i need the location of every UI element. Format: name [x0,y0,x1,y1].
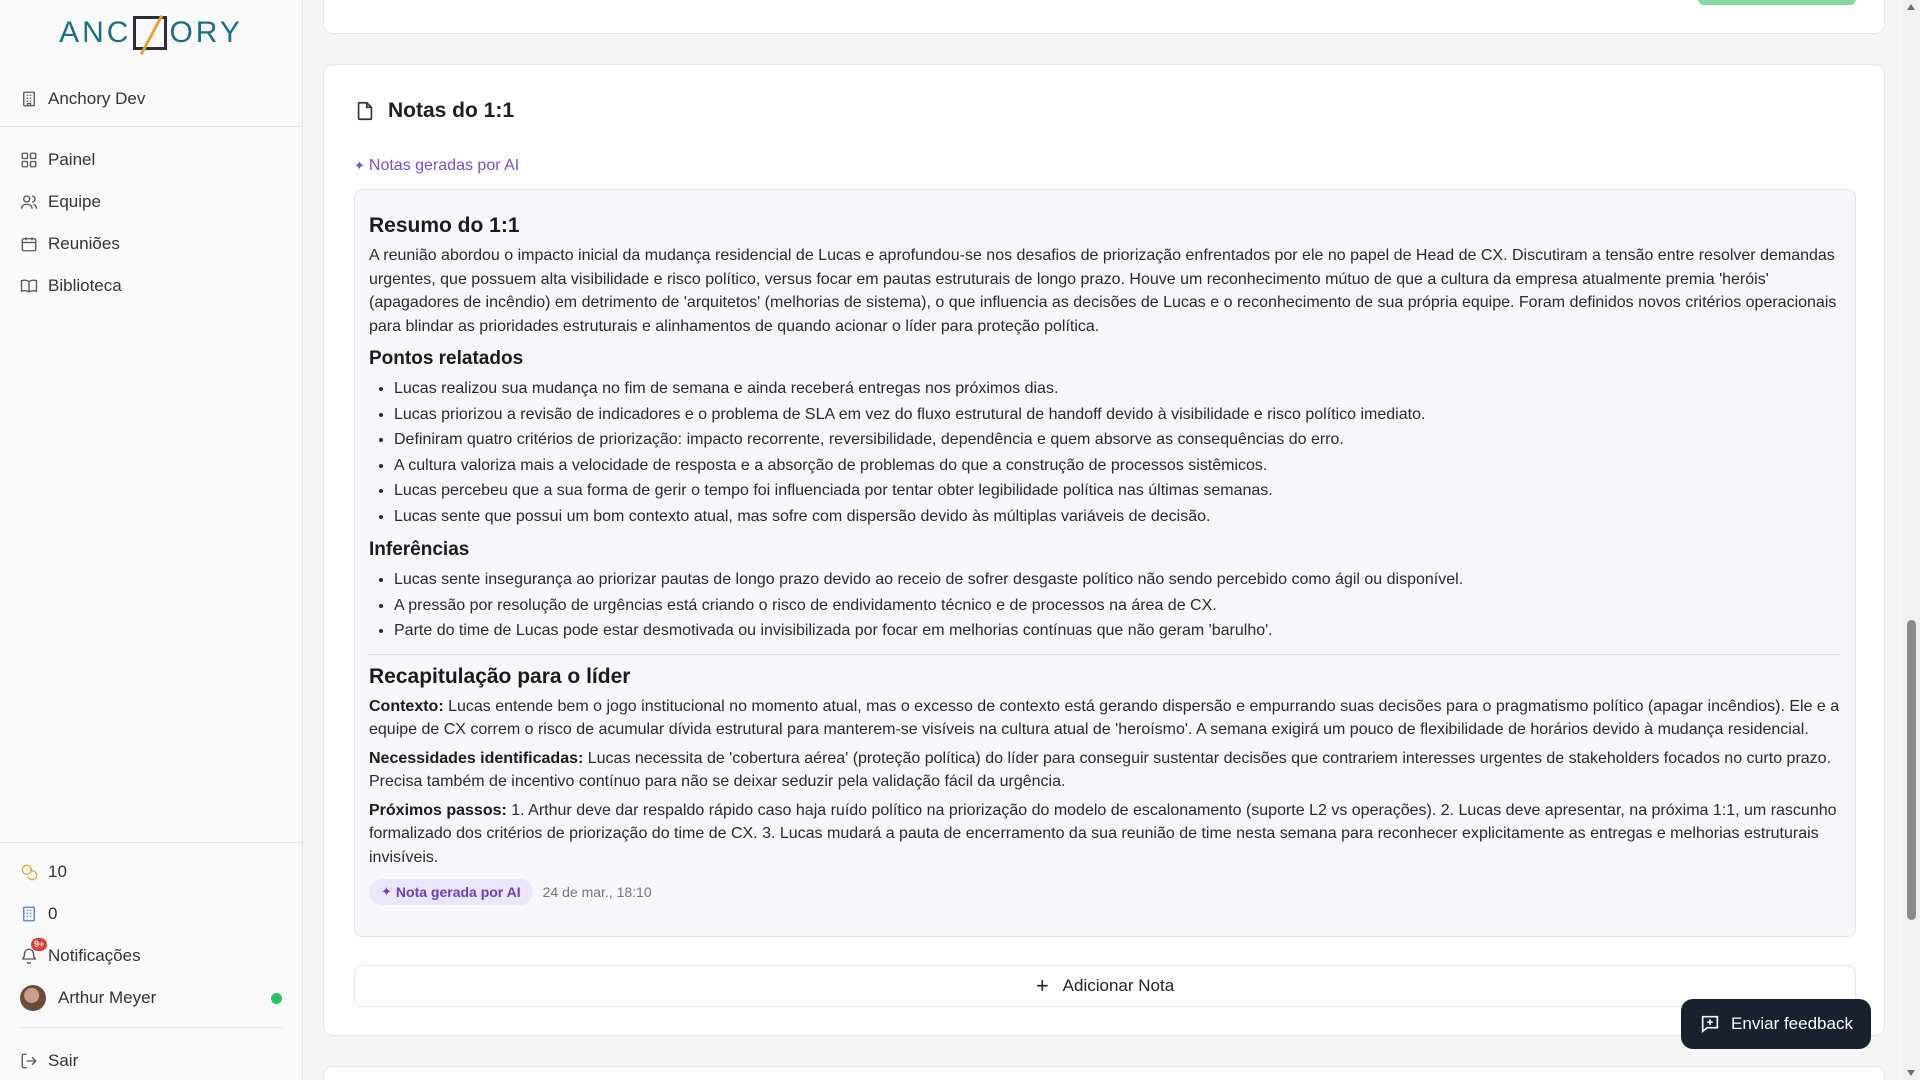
ai-notes-link-label: Notas geradas por AI [368,157,520,174]
database-icon [20,905,38,923]
logout-label: Sair [48,1051,79,1070]
sidebar-item-label: Biblioteca [48,276,122,295]
list-item: • Parte do time de Lucas pode estar desmotivada ou invisibilizada por focar em melhorias contínuas que não geram 'barulho'. [394,618,1841,644]
list-item: • Lucas realizou sua mudança no fim de semana e ainda receberá entregas nos próximos dias. [394,376,1841,402]
ai-generated-badge [369,879,533,905]
book-icon [20,277,38,295]
list-item: • Lucas sente que possui um bom contexto atual, mas sofre com dispersão devido às múltiplas variáveis de decisão. [394,504,1841,530]
sidebar-item-equipe[interactable] [0,181,302,223]
credits-counter[interactable] [0,851,303,893]
notifications-label: Notificações [48,946,141,965]
note-footer [369,879,1841,905]
tokens-counter[interactable] [0,893,303,935]
sidebar-item-reunioes[interactable] [0,223,302,265]
users-icon [20,193,38,211]
recap-context-label: Contexto: [369,697,444,715]
list-item: • A cultura valoriza mais a velocidade de resposta e a absorção de problemas do que a construção de processos sistêmicos. [394,453,1841,479]
previous-card-button[interactable] [1698,0,1856,5]
notes-card [323,64,1885,1036]
user-name: Arthur Meyer [58,988,157,1007]
notification-badge: 9+ [31,938,47,951]
recap-context-text: Lucas entende bem o jogo institucional no momento atual, mas o excesso de contexto está gerando dispersão e empurrando suas decisões para o pragmatismo político (apagar incêndios). Ele e a equipe de CX correm o risco de acumular dívida estrutural para manterem-se visíveis na cultura atual de 'heroísmo'. A semana exigirá um pouco de flexibilidade de horários devido à mudança residencial. [369,697,1840,738]
main-content [303,0,1903,1080]
list-item: • Lucas percebeu que a sua forma de gerir o tempo foi influenciada por tentar obter legibilidade política nas últimas semanas. [394,478,1841,504]
recap-needs-text: Lucas necessita de 'cobertura aérea' (proteção política) do líder para conseguir sustentar decisões que contrariem interesses urgentes de stakeholders focados no curto prazo. Precisa também de incentivo contínuo para não se deixar seduzir pela validação fácil da urgência. [369,749,1832,790]
add-note-button[interactable] [354,965,1856,1007]
summary-title: Resumo do 1:1 [369,214,520,237]
send-feedback-button[interactable] [1681,999,1871,1049]
sidebar-item-label: Reuniões [48,234,120,253]
sidebar-item-biblioteca[interactable] [0,265,302,307]
sidebar-item-label: Painel [48,150,96,169]
list-item: • Definiram quatro critérios de priorização: impacto recorrente, reversibilidade, dependência e quem absorve as consequências do erro. [394,427,1841,453]
points-title: Pontos relatados [369,348,524,369]
sidebar-bottom [0,842,303,1080]
next-card [323,1066,1885,1080]
divider [0,842,303,843]
sidebar-item-label: Anchory Dev [48,89,146,108]
add-note-label: Adicionar Nota [1062,976,1175,995]
recap-needs [369,747,1841,794]
message-icon [1699,1013,1721,1035]
notifications-button[interactable] [0,935,303,977]
online-status-dot [271,993,282,1004]
ai-notes-link[interactable] [354,157,519,175]
sidebar [0,0,303,1080]
logo-text-right: ORY [169,16,243,49]
divider [369,654,1841,655]
sparkles-icon: ✦ [354,158,365,173]
divider [20,1027,283,1028]
card-title-text: Notas do 1:1 [388,99,515,122]
logo-mark-icon [133,16,167,50]
list-item: • Lucas sente insegurança ao priorizar pautas de longo prazo devido ao receio de sofrer desgaste político não sendo percebido como ágil ou disponível. [394,567,1841,593]
avatar [20,985,46,1011]
credits-value: 10 [48,862,67,881]
logo[interactable] [0,0,302,66]
inferences-title: Inferências [369,539,470,560]
calendar-icon [20,235,38,253]
note-timestamp: 24 de mar., 18:10 [542,884,652,900]
plus-icon: + [1035,973,1049,998]
file-icon [354,100,376,122]
previous-card [323,0,1885,34]
recap-title: Recapitulação para o líder [369,664,631,688]
sidebar-item-painel[interactable] [0,139,302,181]
recap-section [369,695,1841,870]
card-title [354,99,514,123]
scrollbar-thumb[interactable] [1907,620,1916,920]
send-feedback-label: Enviar feedback [1731,1014,1853,1033]
summary-text: A reunião abordou o impacto inicial da mudança residencial de Lucas e aprofundou-se nos desafios de priorização enfrentados por ele no papel de Head de CX. Discutiram a tensão entre resolver demandas urgentes, que possuem alta visibilidade e risco político, versus focar em pautas estruturais de longo prazo. Houve um reconhecimento mútuo de que a cultura da empresa atualmente premia 'heróis' (apagadores de incêndio) em detrimento de 'arquitetos' (melhorias de sistema), o que influencia as decisões de Lucas e o reconhecimento de sua própria equipe. Foram definidos novos critérios operacionais para blindar as prioridades estruturais e alinhamentos de quando acionar o líder para proteção política. [369,247,1837,335]
recap-next-text: 1. Arthur deve dar respaldo rápido caso haja ruído político na priorização do modelo de escalonamento (suporte L2 vs operações). 2. Lucas deve apresentar, na próxima 1:1, um rascunho formalizado dos critérios de priorização do time de CX. 3. Lucas mudará a pauta de encerramento da sua reunião de time nesta semana para reconhecer explicitamente as entregas e melhorias estruturais invisíveis. [369,801,1837,866]
dashboard-icon [20,151,38,169]
points-list [369,376,1841,529]
recap-context [369,695,1841,742]
scroll-down-icon[interactable] [1907,1070,1915,1076]
recap-next [369,799,1841,870]
sparkles-icon: ✦ [381,884,392,899]
sidebar-item-label: Equipe [48,192,101,211]
recap-needs-label: Necessidades identificadas: [369,749,584,767]
logout-icon [20,1052,38,1070]
coins-icon [20,863,38,881]
user-profile[interactable] [0,977,303,1019]
list-item: • A pressão por resolução de urgências está criando o risco de endividamento técnico e de processos na área de CX. [394,593,1841,619]
scrollbar[interactable] [1903,0,1920,1080]
ai-note [354,189,1856,937]
recap-next-label: Próximos passos: [369,801,507,819]
inferences-list [369,567,1841,644]
logout-button[interactable] [0,1040,303,1080]
building-icon [20,90,38,108]
divider [0,126,302,127]
logo-text-left: ANC [59,16,132,49]
tokens-value: 0 [48,904,58,923]
list-item: • Lucas priorizou a revisão de indicadores e o problema de SLA em vez do fluxo estrutural de handoff devido à visibilidade e risco político imediato. [394,402,1841,428]
scroll-up-icon[interactable] [1907,4,1915,10]
ai-generated-badge-label: Nota gerada por AI [395,884,521,900]
sidebar-item-org[interactable] [0,78,302,120]
